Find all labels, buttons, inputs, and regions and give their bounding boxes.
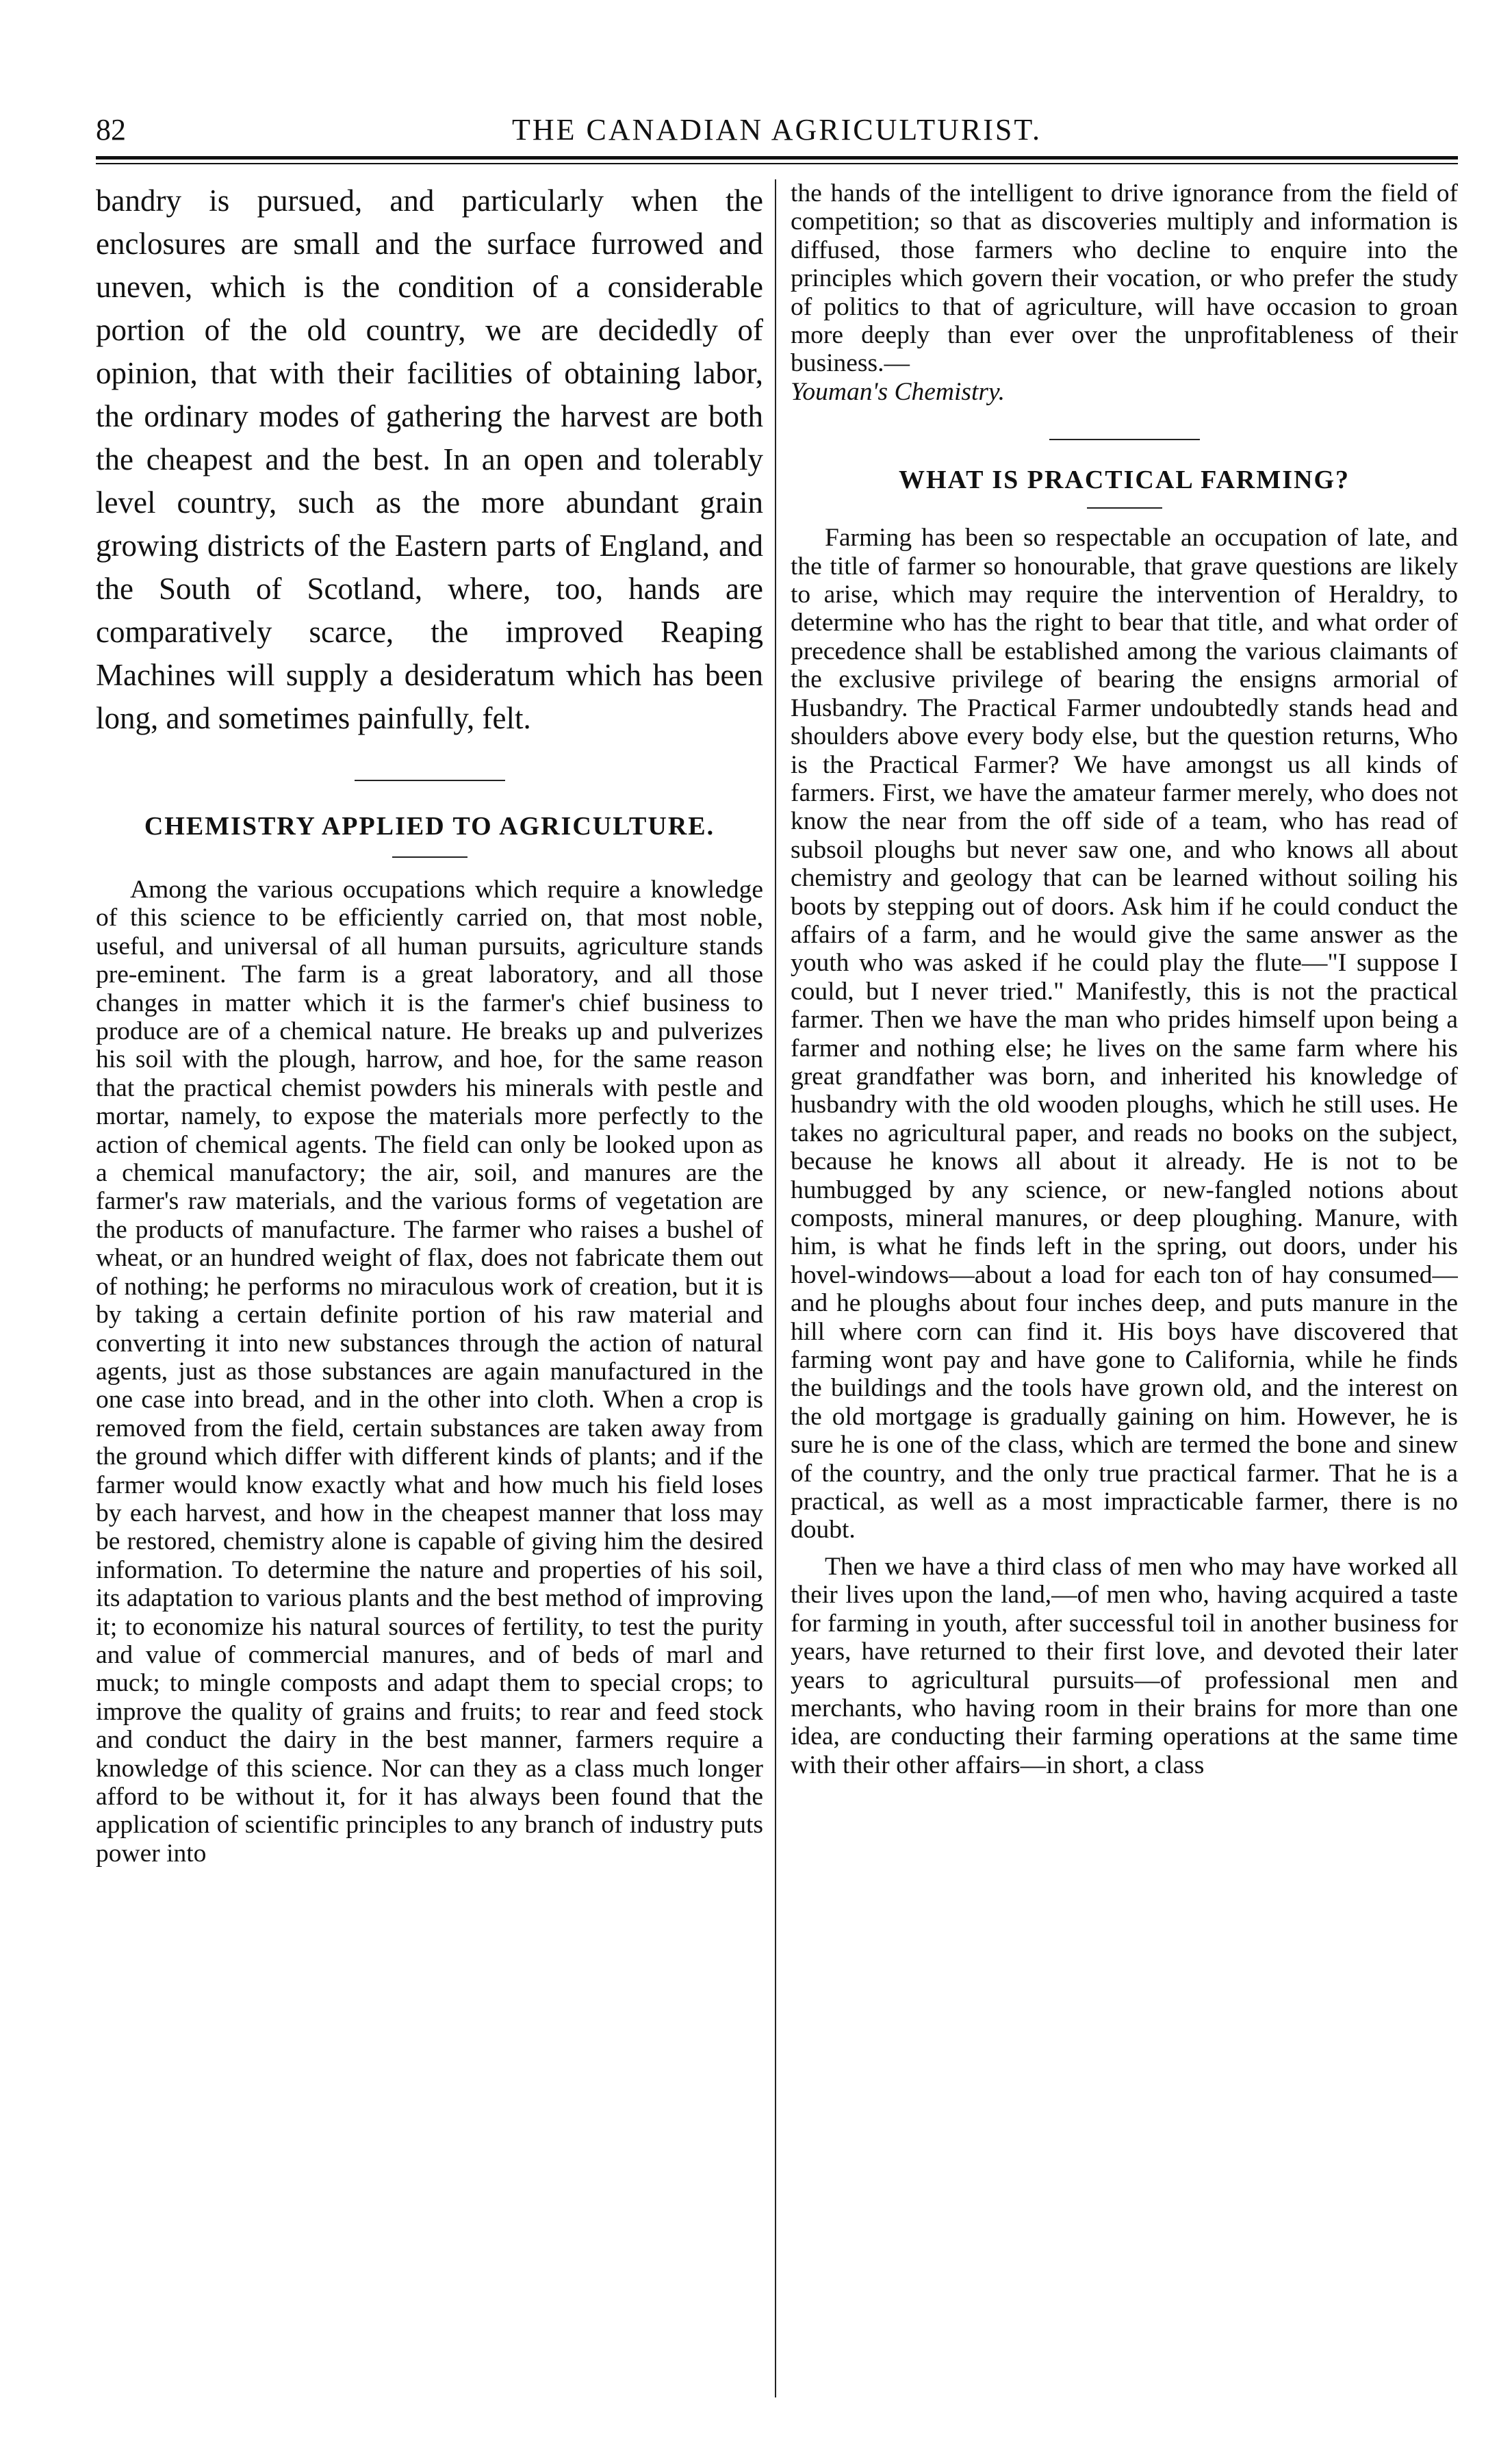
chemistry-paragraph: Among the various occupations which require a knowledge of this science to be efficiently carried on, that most noble, useful, and universal of all human pursuits, agriculture stands pre-eminent. The farm is a great laboratory, and all those changes in matter which it is the farmer's chief business to produce are of a chemical nature. He breaks up and pulverizes his soil with the plough, harrow, and hoe, for the same reason that the practical chemist powders his minerals with pestle and mortar, namely, to expose the materials more perfectly to the action of chemical agents. The field can only be looked upon as a chemical manufactory; the air, soil, and manures are the farmer's raw materials, and the various forms of vegetation are the products of manufacture. The farmer who raises a bushel of wheat, or an hundred weight of flax, does not fabricate them out of nothing; he performs no miraculous work of creation, but it is by taking a certain definite portion of his raw material and converting it into new substances through the action of natural agents, just as those substances are again manufactured in the one case into bread, and in the other into cloth. When a crop is removed from the field, certain substances are taken away from the ground which differ with different kinds of plants; and if the farmer would know exactly what and how much his field loses by each harvest, and how in the cheapest manner that loss may be restored, chemistry alone is capable of giving him the desired information. To determine the nature and properties of his soil, its adaptation to various plants and the best method of improving it; to economize his natural sources of fertility, to test the purity and value of commercial manures, and of beds of marl and muck; to mingle composts and adapt them to special crops; to improve the quality of grains and fruits; to rear and feed stock and conduct the dairy in the best manner, farmers require a knowledge of this science. Nor can they as a class much longer afford to be without it, for it has always been found that the application of scientific principles to any branch of industry puts power into bbox=[96, 876, 763, 1868]
header-rule-thin bbox=[96, 163, 1458, 164]
right-paragraph-continued: the hands of the intelligent to drive ignorance from the field of competition; so that as discoveries multiply and information is diffused, those farmers who decline to enquire into the principles which govern their vocation, or who prefer the study of politics to that of agriculture, will have occasion to groan more deeply than ever over the unprofitableness of their business.— bbox=[791, 179, 1458, 378]
page-header bbox=[96, 110, 1458, 151]
running-title: THE CANADIAN AGRICULTURIST. bbox=[512, 113, 1042, 147]
practical-farming-paragraph-2: Then we have a third class of men who may have worked all their lives upon the land,—of men who, having acquired a taste for farming in youth, after successful toil in another business for years, have returned to their first love, and devoted their later years to agricultural pursuits—of professional men and merchants, who having room in their brains for more than one idea, are conducting their farming operations at the same time with their other affairs—in short, a class bbox=[791, 1552, 1458, 1779]
right-column bbox=[791, 179, 1458, 2411]
section-title-chemistry: CHEMISTRY APPLIED TO AGRICULTURE. bbox=[144, 812, 715, 841]
left-column bbox=[96, 179, 763, 2411]
header-rule-thick bbox=[96, 156, 1458, 160]
column-divider bbox=[775, 179, 776, 2397]
practical-farming-paragraph-1: Farming has been so respectable an occupation of late, and the title of farmer so honourable, that grave questions are likely to arise, which may require the intervention of Heraldry, to determine who has the right to bear that title, and what order of precedence shall be established among the various claimants of the exclusive privilege of bearing the ensigns armorial of Husbandry. The Practical Farmer undoubtedly stands head and shoulders above every body else, but the question returns, Who is the Practical Farmer? We have amongst us all kinds of farmers. First, we have the amateur farmer merely, who does not know the near from the off side of a team, who has read of subsoil ploughs but never saw one, and who knows all about chemistry and geology that can be learned without soiling his boots by stepping out of doors. Ask him if he could conduct the affairs of a farm, and he would give the same answer as the youth who was asked if he could play the flute—"I suppose I could, but I never tried." Manifestly, this is not the practical farmer. Then we have the man who prides himself upon being a farmer and nothing else; he lives on the same farm where his great grandfather was born, and inherited his knowledge of husbandry with the old wooden ploughs, which he still uses. He takes no agricultural paper, and reads no books on the subject, because he knows all about it already. He is not to be humbugged by any science, or new-fangled notions about composts, mineral manures, or deep ploughing. Manure, with him, is what he finds left in the spring, out doors, under his hovel-windows—about a load for each ton of hay consumed—and he ploughs about four inches deep, and puts manure in the hill where corn can find it. His boys have discovered that farming wont pay and have gone to California, while he finds the buildings and the tools have grown old, and the interest on the old mortgage is gradually gaining on him. However, he is sure he is one of the class, which are termed the bone and sinew of the country, and the only true practical farmer. That he is a practical, as well as a most impracticable farmer, there is no doubt. bbox=[791, 524, 1458, 1544]
attribution: Youman's Chemistry. bbox=[791, 377, 1005, 406]
section-title-practical-farming: WHAT IS PRACTICAL FARMING? bbox=[899, 466, 1350, 495]
left-paragraph-continued: bandry is pursued, and particularly when the enclosures are small and the surface furrowed and uneven, which is the condition of a considerable portion of the old country, we are decidedly of opinion, that with their facilities of obtaining labor, the ordinary modes of gathering the harvest are both the cheapest and the best. In an open and tolerably level country, such as the more abundant grain growing districts of the Eastern parts of England, and the South of Scotland, where, too, hands are comparatively scarce, the improved Reaping Machines will supply a desideratum which has been long, and sometimes painfully, felt. bbox=[96, 183, 763, 735]
page-number: 82 bbox=[96, 113, 126, 147]
